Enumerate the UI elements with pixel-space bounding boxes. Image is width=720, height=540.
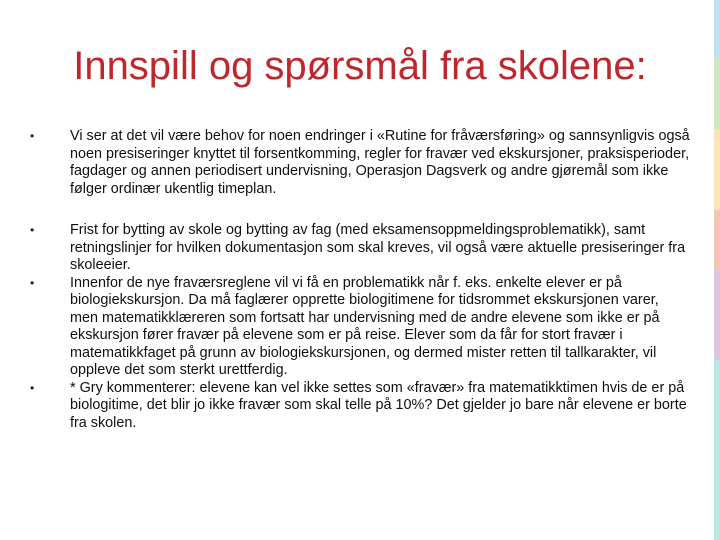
bullet-text: Innenfor de nye fraværsreglene vil vi få en problematikk når f. eks. enkelte elever er på biologiekskursjon. Da må faglærer opprette biologitimene for tidsrommet ekskursjonen varer, men matematikklæreren som fortsatt har undervisning med de andre elevene som ikke er på ekskursjon fører fravær på elevene som er på reise. Elever som da får for stort fravær i matematikkfaget på grunn av biologiekskursjonen, og dermed mister retten til tallkarakter, vil oppleve det som sterkt urettferdig. <box>70 274 660 378</box>
edge-stripe <box>714 270 720 360</box>
edge-stripe <box>714 360 720 540</box>
bullet-item <box>30 128 690 198</box>
bullet-icon: • <box>30 380 35 395</box>
bullet-item <box>30 275 690 380</box>
bullet-icon: • <box>30 223 35 237</box>
edge-stripe <box>714 60 720 130</box>
bullet-text: Frist for bytting av skole og bytting av fag (med eksamensoppmeldingsproblematikk), samt retningslinjer for hvilken dokumentasjon som skal kreves, vil også være aktuelle presiseringer fra skoleeier. <box>70 222 686 273</box>
bullet-icon: • <box>30 129 35 143</box>
bullet-list <box>30 128 690 432</box>
edge-stripe <box>714 0 720 60</box>
bullet-item <box>30 222 690 275</box>
edge-decoration <box>712 0 720 540</box>
edge-stripe <box>714 130 720 210</box>
slide-title: Innspill og spørsmål fra skolene: <box>73 44 647 88</box>
bullet-item <box>30 380 690 433</box>
bullet-icon: • <box>30 275 35 290</box>
edge-stripe <box>714 210 720 270</box>
bullet-text: * Gry kommenterer: elevene kan vel ikke settes som «fravær» fra matematikktimen hvis de er på biologitime, det blir jo ikke fravær som skal telle på 10%? Det gjelder jo bare når elevene er borte fra skolen. <box>70 379 687 431</box>
bullet-text: Vi ser at det vil være behov for noen endringer i «Rutine for fråværsføring» og sannsynligvis også noen presiseringer knyttet til forsentkomming, regler for fravær ved ekskursjoner, praksisperioder, fagdager og annen periodisert undervisning, Operasjon Dagsverk og andre gjøremål som ikke følger ordinær ukentlig timeplan. <box>70 128 690 197</box>
